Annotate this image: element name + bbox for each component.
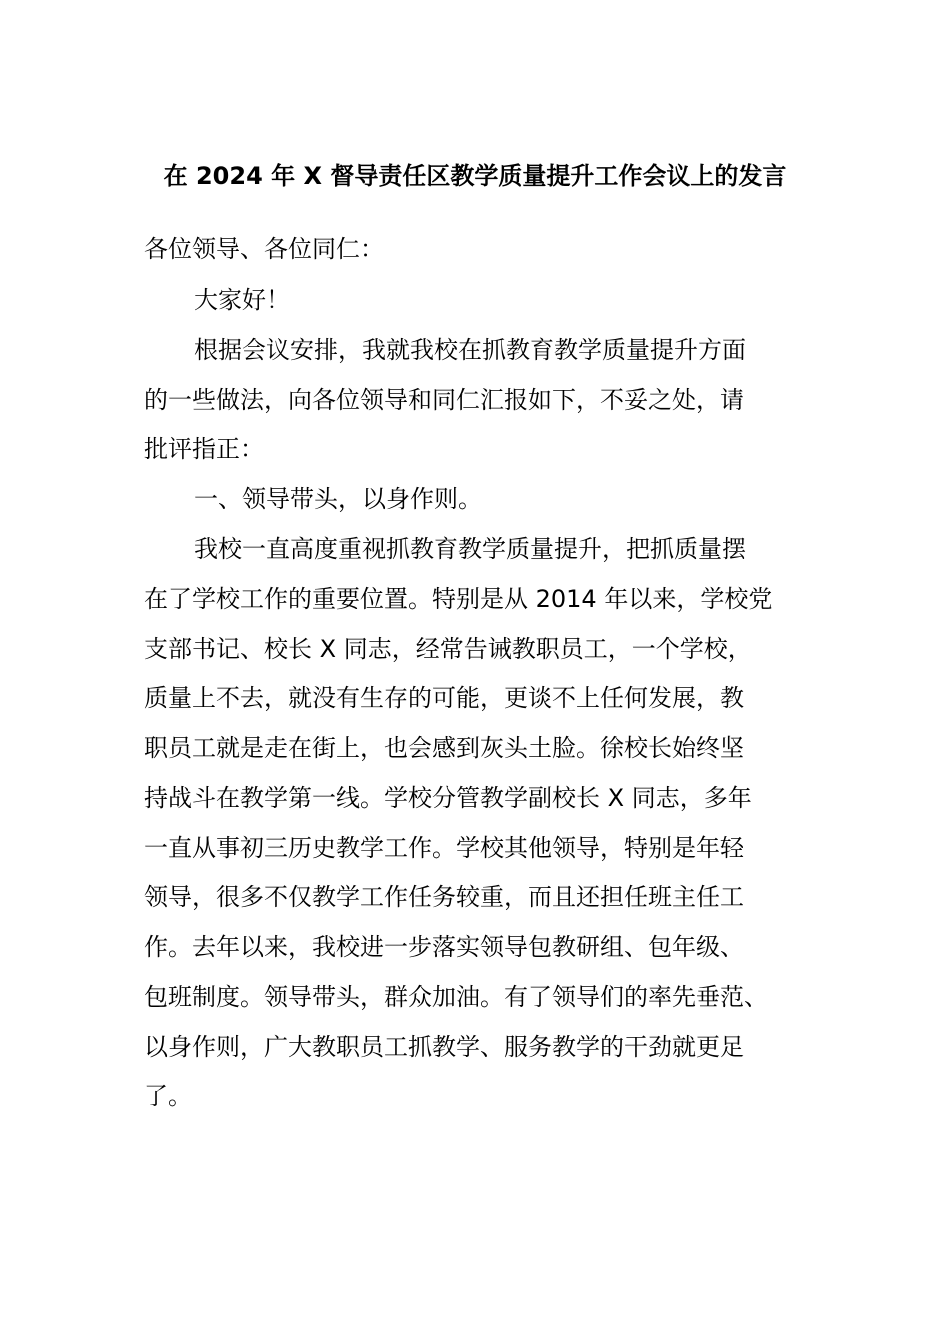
document-title: 在 2024 年 X 督导责任区教学质量提升工作会议上的发言 [163,162,787,190]
salutation-line: 各位领导、各位同仁： [144,235,384,263]
intro-paragraph-line: 根据会议安排，我就我校在抓教育教学质量提升方面 [194,336,746,364]
body-paragraph-line: 我校一直高度重视抓教育教学质量提升，把抓质量摆 [194,535,746,563]
body-paragraph-line: 作。去年以来，我校进一步落实领导包教研组、包年级、 [144,933,744,961]
body-paragraph-line: 领导，很多不仅教学工作任务较重，而且还担任班主任工 [144,883,744,911]
intro-paragraph-line: 批评指正： [144,435,264,463]
body-paragraph-line: 了。 [144,1082,192,1110]
body-paragraph-line: 质量上不去，就没有生存的可能，更谈不上任何发展，教 [144,684,744,712]
section-heading: 一、领导带头，以身作则。 [194,485,482,513]
body-paragraph-line: 包班制度。领导带头，群众加油。有了领导们的率先垂范、 [144,983,768,1011]
body-paragraph-line: 支部书记、校长 X 同志，经常告诫教职员工，一个学校， [144,635,752,663]
body-paragraph-line: 一直从事初三历史教学工作。学校其他领导，特别是年轻 [144,834,744,862]
body-paragraph-line: 在了学校工作的重要位置。特别是从 2014 年以来，学校党 [144,585,773,613]
intro-paragraph-line: 的一些做法，向各位领导和同仁汇报如下，不妥之处，请 [144,386,744,414]
body-paragraph-line: 持战斗在教学第一线。学校分管教学副校长 X 同志，多年 [144,784,752,812]
greeting-line: 大家好！ [194,286,290,314]
body-paragraph-line: 职员工就是走在街上，也会感到灰头土脸。徐校长始终坚 [144,734,744,762]
body-paragraph-line: 以身作则，广大教职员工抓教学、服务教学的干劲就更足 [144,1033,744,1061]
